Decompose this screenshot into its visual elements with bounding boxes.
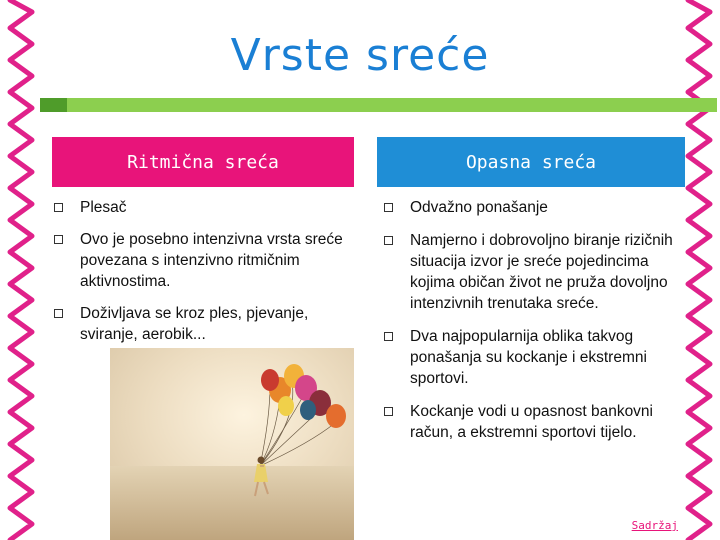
zigzag-border-left <box>0 0 44 540</box>
list-item <box>383 230 683 314</box>
left-column-header: Ritmična sreća <box>52 137 354 187</box>
list-item-text: Kockanje vodi u opasnost bankovni račun, a ekstremni sportovi tijelo. <box>410 403 653 441</box>
list-item-text: Namjerno i dobrovoljno biranje rizičnih situacija izvor je sreće pojedincima kojima običan život ne pruža dovoljno intenzivnih trenutaka sreće. <box>410 232 673 312</box>
list-item <box>383 197 683 218</box>
square-bullet-icon <box>54 309 63 318</box>
square-bullet-icon <box>54 235 63 244</box>
list-item <box>53 197 353 218</box>
title-accent-bar-start <box>40 98 67 112</box>
square-bullet-icon <box>384 332 393 341</box>
square-bullet-icon <box>384 203 393 212</box>
list-item-text: Doživljava se kroz ples, pjevanje, sviranje, aerobik... <box>80 305 309 343</box>
list-item <box>53 303 353 345</box>
left-bullet-list <box>53 197 353 356</box>
slide-title: Vrste sreće <box>230 30 490 81</box>
girl-with-balloons-photo <box>110 348 354 540</box>
list-item-text: Ovo je posebno intenzivna vrsta sreće povezana s intenzivno ritmičnim aktivnostima. <box>80 231 343 290</box>
list-item-text: Odvažno ponašanje <box>410 199 548 216</box>
list-item-text: Plesač <box>80 199 127 216</box>
square-bullet-icon <box>384 236 393 245</box>
title-accent-bar <box>40 98 717 112</box>
right-column-header: Opasna sreća <box>377 137 685 187</box>
list-item <box>383 401 683 443</box>
square-bullet-icon <box>384 407 393 416</box>
contents-link[interactable]: Sadržaj <box>631 519 678 532</box>
square-bullet-icon <box>54 203 63 212</box>
list-item-text: Dva najpopularnija oblika takvog ponašanja su kockanje i ekstremni sportovi. <box>410 328 647 387</box>
list-item <box>53 229 353 292</box>
right-bullet-list <box>383 197 683 455</box>
list-item <box>383 326 683 389</box>
